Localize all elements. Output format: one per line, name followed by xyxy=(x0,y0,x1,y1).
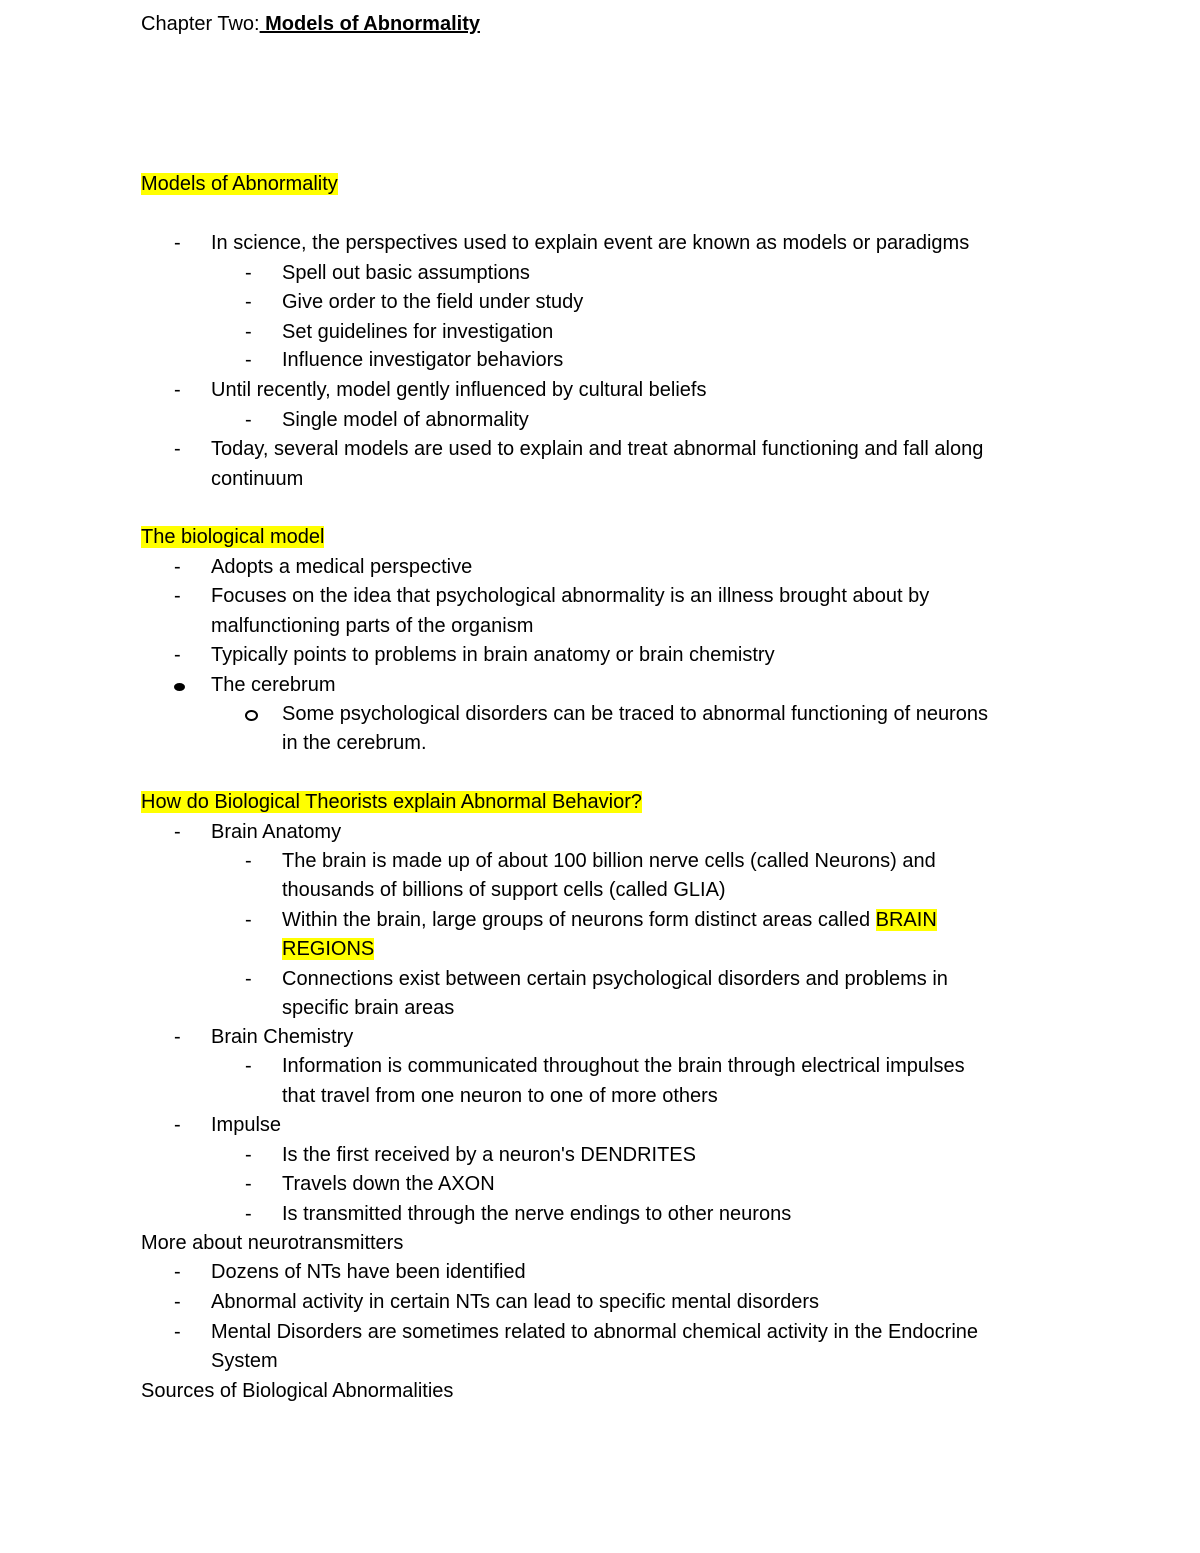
list-item-text: Impulse xyxy=(211,1114,282,1136)
highlighted-term: BRAIN xyxy=(875,909,937,931)
list-item xyxy=(141,1202,791,1226)
list-item xyxy=(141,261,530,285)
dash-bullet: - xyxy=(174,1261,181,1283)
list-item-text: Spell out basic assumptions xyxy=(282,262,530,284)
dash-bullet: - xyxy=(174,438,181,460)
dash-bullet: - xyxy=(174,585,181,607)
list-item xyxy=(141,673,336,697)
list-item xyxy=(141,1172,495,1196)
list-item xyxy=(141,1143,696,1167)
dash-bullet: - xyxy=(174,1026,181,1048)
list-item-text: Give order to the field under study xyxy=(282,291,584,313)
list-item-continuation xyxy=(141,1349,278,1373)
dash-bullet: - xyxy=(174,1321,181,1343)
list-item-text: Information is communicated throughout the brain through electrical impulses xyxy=(282,1055,965,1077)
dash-bullet: - xyxy=(174,232,181,254)
dash-bullet: - xyxy=(245,1173,252,1195)
list-item xyxy=(141,643,775,667)
list-item xyxy=(141,908,937,932)
section-heading-models xyxy=(141,172,338,196)
list-item-text: continuum xyxy=(211,468,304,490)
list-item xyxy=(141,702,988,726)
list-item xyxy=(141,1113,281,1137)
list-item xyxy=(141,584,929,608)
list-item xyxy=(141,378,706,402)
list-item-text: Abnormal activity in certain NTs can lead to specific mental disorders xyxy=(211,1291,820,1313)
list-item-text: Is the first received by a neuron's DENDRITES xyxy=(282,1144,696,1166)
list-item-text: Brain Chemistry xyxy=(211,1026,354,1048)
heading-text: Models of Abnormality xyxy=(141,173,338,195)
list-item-text: In science, the perspectives used to explain event are known as models or paradigms xyxy=(211,232,970,254)
dash-bullet: - xyxy=(245,968,252,990)
list-item xyxy=(141,348,563,372)
dash-bullet: - xyxy=(245,1144,252,1166)
list-item-text: Focuses on the idea that psychological abnormality is an illness brought about by xyxy=(211,585,930,607)
list-item xyxy=(141,231,969,255)
list-item-text: Single model of abnormality xyxy=(282,409,529,431)
dash-bullet: - xyxy=(245,291,252,313)
list-item-text: Set guidelines for investigation xyxy=(282,321,554,343)
list-item xyxy=(141,290,583,314)
list-item xyxy=(141,320,553,344)
section-heading-theorists xyxy=(141,790,642,814)
list-item-continuation xyxy=(141,937,374,961)
list-item xyxy=(141,1260,526,1284)
list-item-continuation xyxy=(141,467,303,491)
list-item-continuation xyxy=(141,614,533,638)
list-item-text: that travel from one neuron to one of more others xyxy=(282,1085,718,1107)
dash-bullet: - xyxy=(174,821,181,843)
list-item-text: Influence investigator behaviors xyxy=(282,349,564,371)
filled-bullet-icon xyxy=(174,673,194,697)
dash-bullet: - xyxy=(245,321,252,343)
list-item xyxy=(141,1054,965,1078)
list-item-continuation xyxy=(141,878,726,902)
open-circle-bullet-icon xyxy=(245,702,265,727)
dash-bullet: - xyxy=(245,850,252,872)
list-item-text: Travels down the AXON xyxy=(282,1173,495,1195)
list-item xyxy=(141,967,948,991)
heading-text: More about neurotransmitters xyxy=(141,1232,404,1254)
list-item-text: The cerebrum xyxy=(211,674,336,696)
heading-text: How do Biological Theorists explain Abnormal Behavior? xyxy=(141,791,643,813)
dash-bullet: - xyxy=(245,909,252,931)
list-item-text: Adopts a medical perspective xyxy=(211,556,473,578)
heading-text: Sources of Biological Abnormalities xyxy=(141,1380,454,1402)
list-item-text: The brain is made up of about 100 billion nerve cells (called Neurons) and xyxy=(282,850,936,872)
list-item-text: Mental Disorders are sometimes related to abnormal chemical activity in the Endocrine xyxy=(211,1321,979,1343)
dash-bullet: - xyxy=(174,1114,181,1136)
list-item-text: Within the brain, large groups of neurons form distinct areas called xyxy=(282,909,876,931)
heading-text: The biological model xyxy=(141,526,325,548)
list-item xyxy=(141,437,983,461)
list-item-text: thousands of billions of support cells (called GLIA) xyxy=(282,879,726,901)
highlighted-term: REGIONS xyxy=(282,938,375,960)
dash-bullet: - xyxy=(245,262,252,284)
dash-bullet: - xyxy=(174,644,181,666)
dash-bullet: - xyxy=(174,556,181,578)
list-item-text: Today, several models are used to explain and treat abnormal functioning and fall along xyxy=(211,438,984,460)
list-item-text: in the cerebrum. xyxy=(282,732,427,754)
list-item xyxy=(141,849,936,873)
dash-bullet: - xyxy=(245,349,252,371)
list-item-text: Typically points to problems in brain anatomy or brain chemistry xyxy=(211,644,775,666)
list-item xyxy=(141,1320,978,1344)
list-item xyxy=(141,1290,819,1314)
list-item-text: System xyxy=(211,1350,278,1372)
chapter-prefix: Chapter Two: xyxy=(141,13,260,35)
section-heading-sources xyxy=(141,1379,453,1403)
list-item-text: Is transmitted through the nerve endings to other neurons xyxy=(282,1203,792,1225)
list-item-text: Some psychological disorders can be traced to abnormal functioning of neurons xyxy=(282,703,988,725)
chapter-header xyxy=(141,12,480,36)
list-item-text: malfunctioning parts of the organism xyxy=(211,615,534,637)
dash-bullet: - xyxy=(245,1055,252,1077)
list-item-text: Dozens of NTs have been identified xyxy=(211,1261,526,1283)
list-item xyxy=(141,555,472,579)
list-item-text: Until recently, model gently influenced by cultural beliefs xyxy=(211,379,707,401)
dash-bullet: - xyxy=(245,409,252,431)
list-item xyxy=(141,408,529,432)
list-item xyxy=(141,1025,353,1049)
list-item-text: specific brain areas xyxy=(282,997,455,1019)
list-item-continuation xyxy=(141,731,427,755)
list-item-text: Brain Anatomy xyxy=(211,821,342,843)
section-heading-neurotransmitters xyxy=(141,1231,403,1255)
chapter-title: Models of Abnormality xyxy=(259,13,480,35)
dash-bullet: - xyxy=(174,1291,181,1313)
list-item xyxy=(141,820,341,844)
list-item-continuation xyxy=(141,1084,718,1108)
list-item-text: Connections exist between certain psychological disorders and problems in xyxy=(282,968,948,990)
dash-bullet: - xyxy=(245,1203,252,1225)
dash-bullet: - xyxy=(174,379,181,401)
list-item-continuation xyxy=(141,996,454,1020)
section-heading-biological xyxy=(141,525,324,549)
